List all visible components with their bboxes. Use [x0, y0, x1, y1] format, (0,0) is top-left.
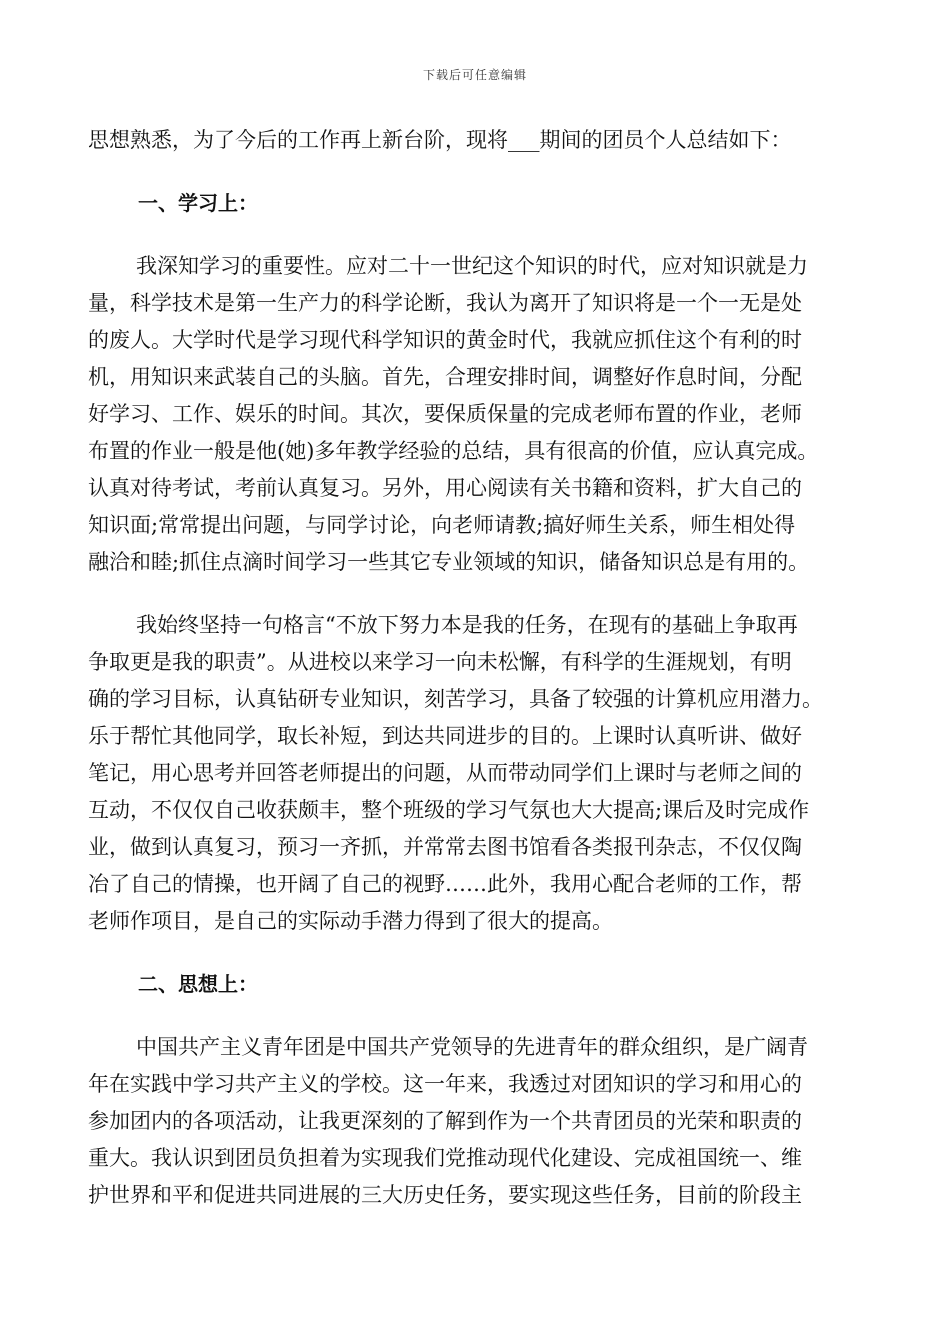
section-heading-study: 一、学习上： [138, 191, 258, 215]
paragraph-line: 好学习、工作、娱乐的时间。其次，要保质保量的完成老师布置的作业，老师 [88, 402, 802, 426]
paragraph-line: 布置的作业一般是他(她)多年教学经验的总结，具有很高的价值，应认真完成。 [88, 439, 819, 463]
paragraph-line: 重大。我认识到团员负担着为实现我们党推动现代化建设、完成祖国统一、维 [88, 1146, 802, 1170]
paragraph-line: 护世界和平和促进共同进展的三大历史任务，要实现这些任务，目前的阶段主 [88, 1183, 802, 1207]
paragraph-line: 的废人。大学时代是学习现代科学知识的黄金时代，我就应抓住这个有利的时 [88, 328, 802, 352]
paragraph-line: 认真对待考试，考前认真复习。另外，用心阅读有关书籍和资料，扩大自己的 [88, 476, 802, 500]
paragraph-study-1 [88, 248, 858, 581]
paragraph-line: 老师作项目，是自己的实际动手潜力得到了很大的提高。 [88, 909, 613, 933]
paragraph-line: 互动，不仅仅自己收获颇丰，整个班级的学习气氛也大大提高;课后及时完成作 [88, 798, 810, 822]
paragraph-line: 中国共产主义青年团是中国共产党领导的先进青年的群众组织，是广阔青 [136, 1035, 808, 1059]
paragraph-study-2 [88, 607, 858, 940]
paragraph-line: 乐于帮忙其他同学，取长补短，到达共同进步的目的。上课时认真听讲、做好 [88, 724, 802, 748]
document-body [88, 122, 858, 1214]
paragraph-line: 笔记，用心思考并回答老师提出的问题，从而带动同学们上课时与老师之间的 [88, 761, 802, 785]
section-heading-thought: 二、思想上： [138, 972, 258, 996]
intro-line: 思想熟悉，为了今后的工作再上新台阶，现将___期间的团员个人总结如下： [88, 128, 792, 152]
paragraph-line: 争取更是我的职责”。从进校以来学习一向未松懈，有科学的生涯规划，有明 [88, 650, 792, 674]
paragraph-line: 知识面;常常提出问题，与同学讨论，向老师请教;搞好师生关系，师生相处得 [88, 513, 796, 537]
paragraph-line: 机，用知识来武装自己的头脑。首先，合理安排时间，调整好作息时间，分配 [88, 365, 802, 389]
paragraph-line: 融洽和睦;抓住点滴时间学习一些其它专业领域的知识，储备知识总是有用的。 [88, 550, 810, 574]
paragraph-line: 量，科学技术是第一生产力的科学论断，我认为离开了知识将是一个一无是处 [88, 291, 802, 315]
paragraph-line: 确的学习目标，认真钻研专业知识，刻苦学习，具备了较强的计算机应用潜力。 [88, 687, 823, 711]
paragraph-thought-1 [88, 1029, 858, 1214]
page-header: 下载后可任意编辑 [422, 68, 527, 82]
paragraph-line: 年在实践中学习共产主义的学校。这一年来，我透过对团知识的学习和用心的 [88, 1072, 802, 1096]
paragraph-line: 我深知学习的重要性。应对二十一世纪这个知识的时代，应对知识就是力 [136, 254, 808, 278]
paragraph-line: 冶了自己的情操，也开阔了自己的视野……此外，我用心配合老师的工作，帮 [88, 872, 802, 896]
paragraph-line: 我始终坚持一句格言“不放下努力本是我的任务，在现有的基础上争取再 [136, 613, 798, 637]
paragraph-line: 业，做到认真复习，预习一齐抓，并常常去图书馆看各类报刊杂志，不仅仅陶 [88, 835, 802, 859]
paragraph-line: 参加团内的各项活动，让我更深刻的了解到作为一个共青团员的光荣和职责的 [88, 1109, 802, 1133]
